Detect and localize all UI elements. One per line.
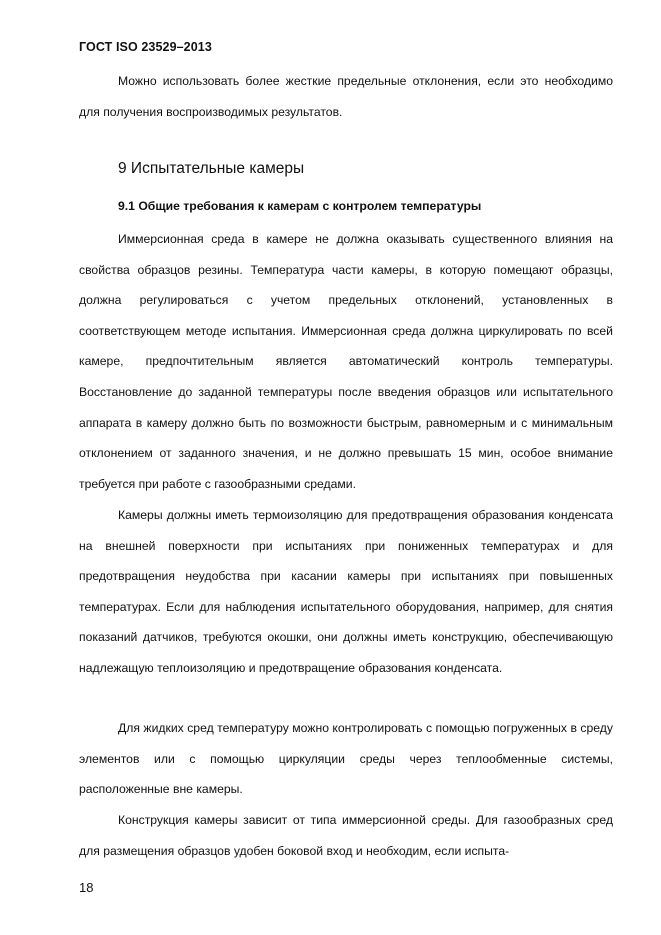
paragraph-immersion-medium: Иммерсионная среда в камере не должна оказывать существенного влияния на свойства образцов резины. Температура части камеры, в которую помещают образцы, должна регулироваться с учетом предельных отклонений, установленных в соответствующем методе испытания. Иммерсионная среда должна циркулировать по всей камере, предпочтительным является автоматический контроль температуры. Восстановление до заданной температуры после введения образцов или испытательного аппарата в камеру должно быть по возможности быстрым, равномерным и с минимальным отклонением от заданного значения, и не должно превышать 15 мин, особое внимание требуется при работе с газообразными средами.	[79, 232, 613, 491]
page-number: 18	[79, 880, 94, 895]
paragraph-insulation: Камеры должны иметь термоизоляцию для предотвращения образования конденсата на внешней поверхности при испытаниях при пониженных температурах и для предотвращения неудобства при касании камеры при испытаниях при повышенных температурах. Если для наблюдения испытательного оборудования, например, для снятия показаний датчиков, требуются окошки, они должны иметь конструкцию, обеспечивающую надлежащую теплоизоляцию и предотвращение образования конденсата.	[79, 508, 613, 675]
subsection-title: 9.1 Общие требования к камерам с контролем температуры	[118, 199, 482, 213]
paragraph-liquid-media: Для жидких сред температуру можно контролировать с помощью погруженных в среду элементов или с помощью циркуляции среды через теплообменные системы, расположенные вне камеры.	[79, 721, 613, 797]
section-title: 9 Испытательные камеры	[118, 160, 305, 177]
document-code-header: ГОСТ ISO 23529–2013	[79, 40, 212, 54]
intro-paragraph: Можно использовать более жесткие предельные отклонения, если это необходимо для получения воспроизводимых результатов.	[79, 74, 613, 119]
paragraph-chamber-design: Конструкция камеры зависит от типа иммерсионной среды. Для газообразных сред для размещения образцов удобен боковой вход и необходим, если испыта-	[79, 813, 613, 858]
